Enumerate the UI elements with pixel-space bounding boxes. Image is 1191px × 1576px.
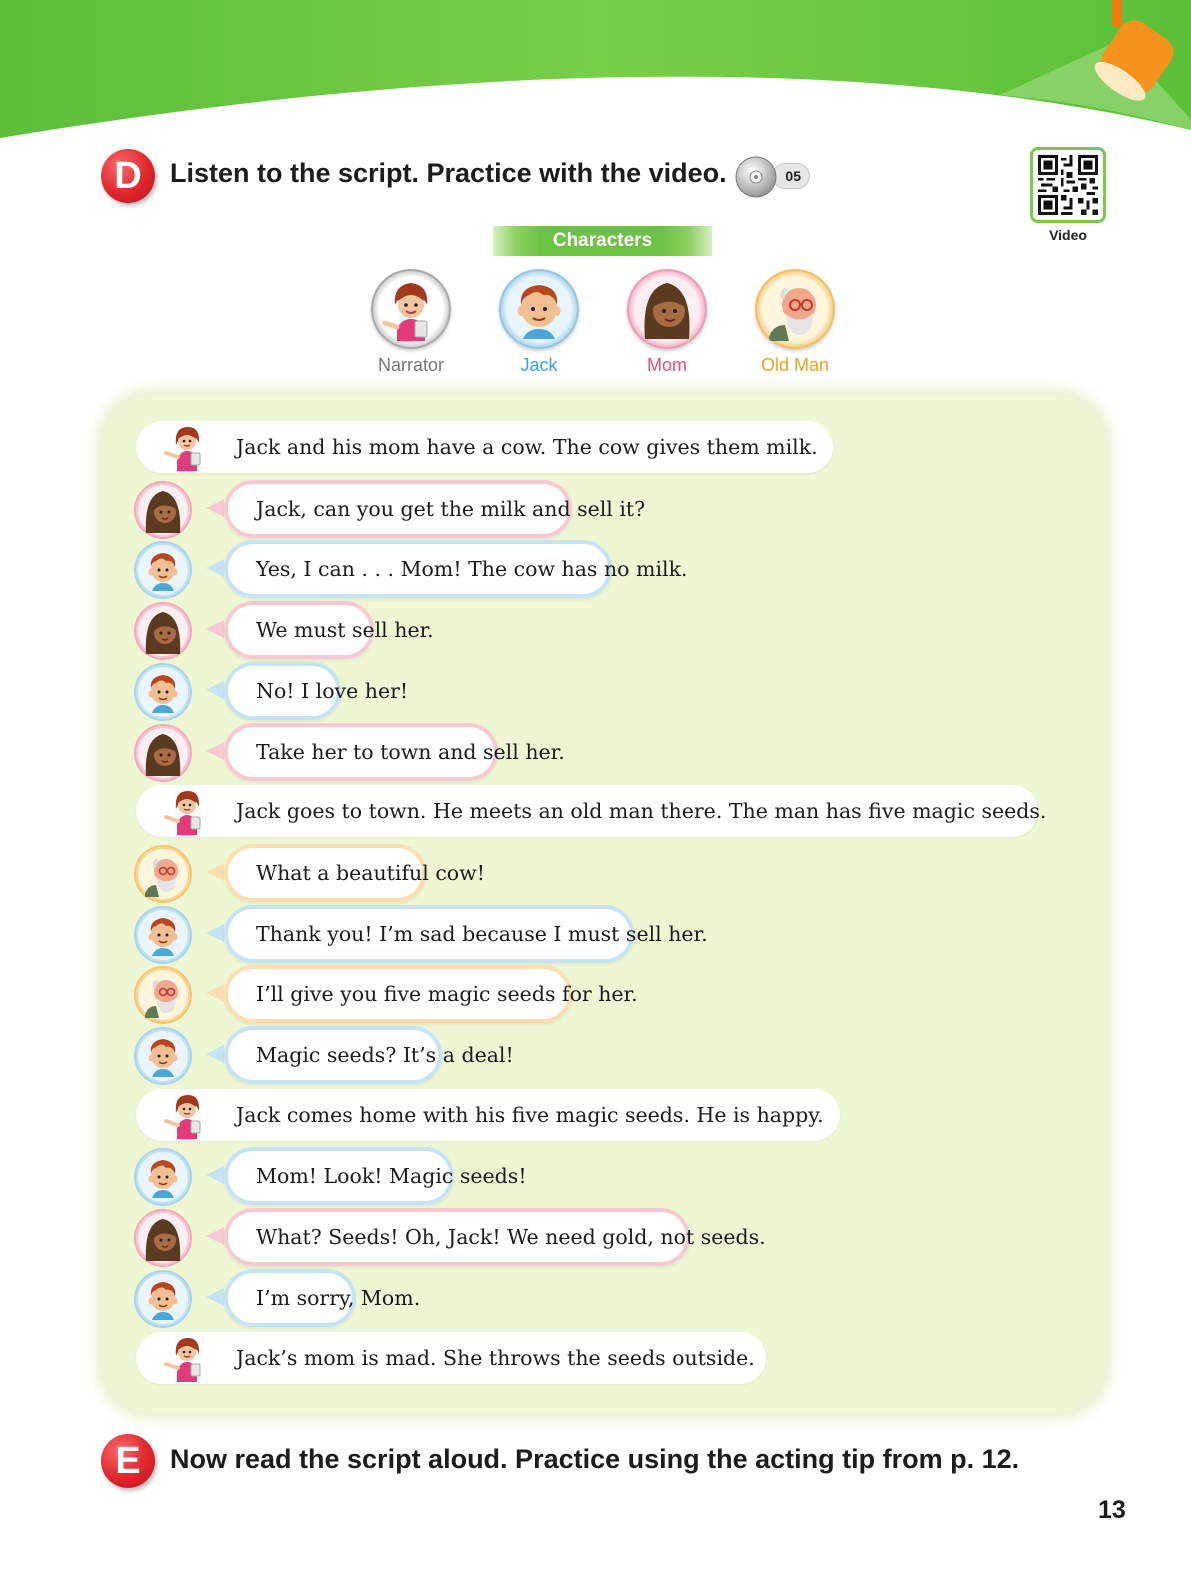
dialogue-text: What a beautiful cow! [256, 861, 485, 885]
mom-avatar [627, 269, 707, 349]
mom-avatar-icon [136, 1211, 190, 1265]
jack-avatar-icon [136, 1029, 190, 1083]
old-man-avatar [755, 269, 835, 349]
character-name-narrator: Narrator [377, 355, 444, 375]
mom-avatar-icon [136, 604, 190, 658]
script-line [0, 664, 1191, 718]
script-line [0, 1332, 1191, 1386]
character-name-old-man: Old Man [760, 355, 830, 375]
characters-banner: Characters [493, 226, 712, 256]
section-d-badge: D [101, 149, 155, 203]
jack-avatar-icon [136, 665, 190, 719]
bubble-tail [206, 863, 224, 881]
dialogue-bubble [228, 1151, 527, 1201]
mom-avatar-icon [136, 483, 190, 537]
video-qr-code[interactable] [1030, 147, 1106, 223]
script-line [0, 421, 1191, 475]
bubble-tail [206, 1227, 224, 1245]
jack-avatar [499, 269, 579, 349]
dialogue-bubble [228, 1212, 766, 1262]
dialogue-text: No! I love her! [256, 679, 409, 703]
dialogue-text: What? Seeds! Oh, Jack! We need gold, not seeds. [256, 1225, 766, 1249]
bubble-tail [206, 620, 224, 638]
dialogue-bubble [228, 605, 434, 655]
jack-avatar-icon [136, 543, 190, 597]
character-name-mom: Mom [647, 355, 687, 375]
bubble-tail [206, 742, 224, 760]
narrator-avatar-icon [160, 783, 214, 837]
jack-avatar-icon [136, 1150, 190, 1204]
old-man-avatar-icon [136, 968, 190, 1022]
dialogue-text: Jack’s mom is mad. She throws the seeds outside. [236, 1346, 755, 1370]
jack-avatar-icon [136, 908, 190, 962]
section-e-badge: E [101, 1434, 155, 1488]
script-line [0, 907, 1191, 961]
script-line [0, 1271, 1191, 1325]
dialogue-bubble [228, 909, 708, 959]
dialogue-bubble [228, 848, 485, 898]
script-line [0, 967, 1191, 1021]
dialogue-text: Jack goes to town. He meets an old man there. The man has five magic seeds. [236, 799, 1047, 823]
narrator-avatar [371, 269, 451, 349]
dialogue-bubble [136, 421, 833, 473]
narrator-avatar-icon [160, 1330, 214, 1384]
old-man-avatar-icon [136, 847, 190, 901]
dialogue-bubble [136, 1332, 766, 1384]
dialogue-bubble [228, 1273, 421, 1323]
dialogue-bubble [228, 484, 646, 534]
bubble-tail [206, 1166, 224, 1184]
dialogue-bubble [228, 727, 565, 777]
bubble-tail [206, 499, 224, 517]
audio-track-number[interactable]: 05 [772, 163, 810, 189]
dialogue-bubble [136, 785, 1047, 837]
script-line [0, 725, 1191, 779]
spotlight-icon [1060, 0, 1191, 110]
qr-code-icon [1038, 155, 1098, 215]
script-line [0, 1210, 1191, 1264]
dialogue-text: We must sell her. [256, 618, 434, 642]
dialogue-text: I’ll give you five magic seeds for her. [256, 982, 638, 1006]
dialogue-text: I’m sorry, Mom. [256, 1286, 421, 1310]
script-line [0, 846, 1191, 900]
dialogue-text: Take her to town and sell her. [256, 740, 565, 764]
bubble-tail [206, 559, 224, 577]
script-line [0, 1149, 1191, 1203]
section-d-instruction: Listen to the script. Practice with the video. [170, 158, 727, 188]
script-line [0, 1089, 1191, 1143]
dialogue-text: Thank you! I’m sad because I must sell her. [256, 922, 708, 946]
dialogue-text: Mom! Look! Magic seeds! [256, 1164, 527, 1188]
mom-avatar-icon [136, 726, 190, 780]
script-line [0, 603, 1191, 657]
dialogue-text: Jack and his mom have a cow. The cow gives them milk. [236, 435, 818, 459]
dialogue-text: Yes, I can . . . Mom! The cow has no milk. [256, 557, 688, 581]
script-line [0, 542, 1191, 596]
dialogue-bubble [228, 544, 688, 594]
character-name-jack: Jack [520, 355, 558, 375]
script-line [0, 1028, 1191, 1082]
script-line [0, 785, 1191, 839]
script-line [0, 482, 1191, 536]
narrator-avatar-icon [160, 1087, 214, 1141]
jack-avatar-icon [136, 1272, 190, 1326]
bubble-tail [206, 984, 224, 1002]
dialogue-bubble [228, 969, 638, 1019]
audio-cd-icon[interactable] [735, 156, 777, 198]
dialogue-text: Jack comes home with his five magic seeds. He is happy. [236, 1103, 824, 1127]
dialogue-bubble [136, 1089, 840, 1141]
bubble-tail [206, 1045, 224, 1063]
dialogue-text: Jack, can you get the milk and sell it? [256, 497, 646, 521]
dialogue-bubble [228, 666, 409, 716]
page-number: 13 [1098, 1496, 1126, 1524]
bubble-tail [206, 681, 224, 699]
video-label: Video [1049, 227, 1087, 243]
bubble-tail [206, 924, 224, 942]
bubble-tail [206, 1288, 224, 1306]
section-e-instruction: Now read the script aloud. Practice using the acting tip from p. 12. [170, 1444, 1020, 1474]
dialogue-text: Magic seeds? It’s a deal! [256, 1043, 514, 1067]
top-green-band [0, 0, 1191, 150]
narrator-avatar-icon [160, 419, 214, 473]
dialogue-bubble [228, 1030, 514, 1080]
